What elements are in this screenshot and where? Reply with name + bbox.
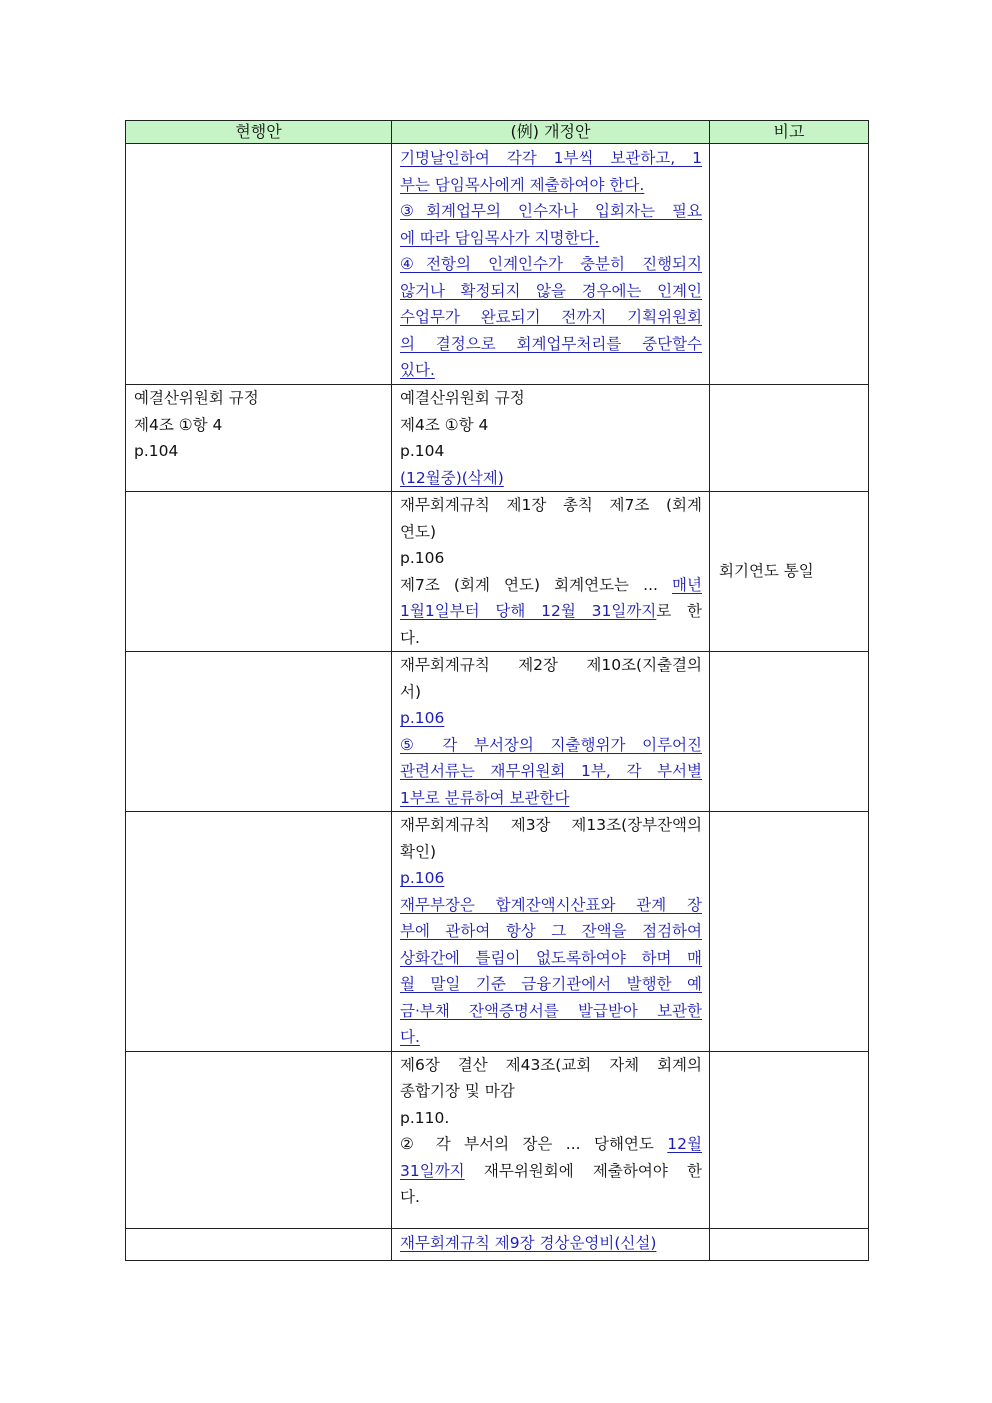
- revised-page: p.106: [400, 549, 445, 567]
- table-row: [126, 492, 869, 652]
- current-cell: [126, 492, 392, 652]
- revised-line: 수업무가 완료되기 전까지 기획위원회: [400, 308, 702, 326]
- remarks-cell: [710, 1051, 869, 1228]
- remarks-cell: [710, 385, 869, 492]
- revised-title: 서): [400, 682, 422, 701]
- revised-line: 관련서류는 재무위원회 1부, 각 부서별: [400, 762, 702, 780]
- current-line: 예결산위원회 규정: [134, 389, 259, 407]
- header-current: 현행안: [126, 121, 392, 144]
- revised-text: ② 각 부서의 장은 ... 당해연도: [400, 1135, 668, 1153]
- revised-text: 로 한: [656, 602, 702, 620]
- table-row: [126, 652, 869, 812]
- revised-line: 예결산위원회 규정: [400, 389, 525, 407]
- revised-page: p.106: [400, 869, 445, 887]
- revised-text: 재무위원회에 제출하여야 한: [464, 1161, 702, 1180]
- table-row: [126, 812, 869, 1052]
- revised-cell: [392, 492, 710, 652]
- revised-line: 제4조 ①항 4: [400, 415, 489, 434]
- revised-cell: [392, 812, 710, 1052]
- revised-text: 다.: [400, 1188, 420, 1206]
- revised-cell: [392, 1228, 710, 1260]
- current-cell: [126, 652, 392, 812]
- table-row: [126, 1228, 869, 1260]
- revised-deletion: (12월중)(삭제): [400, 468, 504, 487]
- revised-title: 재무회계규칙 제2장 제10조(지출결의: [400, 656, 702, 674]
- remarks-cell: [710, 144, 869, 385]
- revised-line: p.104: [400, 442, 445, 460]
- revised-highlight: 12월: [667, 1135, 702, 1153]
- header-row: [126, 121, 869, 144]
- revised-text: 제7조 (회계 연도) 회계연도는 ...: [400, 575, 673, 594]
- revised-cell: [392, 1051, 710, 1228]
- revised-line: 상화간에 틀림이 없도록하여야 하며 매: [400, 948, 702, 967]
- current-cell: [126, 144, 392, 385]
- revised-line: 있다.: [400, 361, 435, 379]
- revision-comparison-table: [125, 120, 869, 1261]
- revised-line: 부에 관하여 항상 그 잔액을 점검하여: [400, 922, 702, 940]
- remarks-cell: [710, 1228, 869, 1260]
- table-row: [126, 1051, 869, 1228]
- revised-title: 확인): [400, 842, 436, 861]
- revised-title: 제6장 결산 제43조(교회 자체 회계의: [400, 1055, 702, 1074]
- revised-line: ⑤ 각 부서장의 지출행위가 이루어진: [400, 735, 702, 754]
- revised-page: p.106: [400, 709, 445, 727]
- revised-line: 월 말일 기준 금융기관에서 발행한 예: [400, 975, 702, 993]
- revised-line: ④전항의 인계인수가 충분히 진행되지: [400, 255, 702, 273]
- revised-line: 재무회계규칙 제9장 경상운영비(신설): [400, 1233, 657, 1252]
- revised-line: 다.: [400, 1028, 420, 1046]
- revised-title: 재무회계규칙 제3장 제13조(장부잔액의: [400, 816, 702, 834]
- revised-title: 연도): [400, 522, 436, 541]
- revised-title: 종합기장 및 마감: [400, 1082, 515, 1100]
- revised-cell: [392, 652, 710, 812]
- remarks-cell: [710, 812, 869, 1052]
- revised-highlight: 31일까지: [400, 1161, 465, 1180]
- revised-cell: [392, 385, 710, 492]
- current-cell: [126, 1051, 392, 1228]
- current-line: 제4조 ①항 4: [134, 415, 223, 434]
- revised-highlight: 1월1일부터 당해 12월 31일까지: [400, 602, 657, 620]
- revised-line: 금·부채 잔액증명서를 발급받아 보관한: [400, 1001, 702, 1020]
- table-row: [126, 385, 869, 492]
- revised-cell: [392, 144, 710, 385]
- revised-text: 다.: [400, 628, 420, 647]
- remarks-cell: [710, 652, 869, 812]
- current-line: p.104: [134, 442, 179, 460]
- revised-title: 재무회계규칙 제1장 총칙 제7조 (회계: [400, 496, 702, 514]
- header-revised: (例) 개정안: [392, 121, 710, 144]
- revised-line: 에 따라 담임목사가 지명한다.: [400, 228, 600, 247]
- revised-page: p.110.: [400, 1108, 450, 1127]
- revised-line: ③회계업무의 인수자나 입회자는 필요: [400, 202, 702, 220]
- revised-line: 의 결정으로 회계업무처리를 중단할수: [400, 334, 702, 353]
- remark-text: 회기연도 통일: [719, 562, 814, 581]
- revised-line: 기명날인하여 각각 1부씩 보관하고, 1: [400, 149, 702, 167]
- revised-highlight: 매년: [672, 575, 702, 594]
- revised-line: 재무부장은 합계잔액시산표와 관계 장: [400, 895, 702, 914]
- revised-line: 않거나 확정되지 않을 경우에는 인계인: [400, 281, 702, 300]
- revised-line: 1부로 분류하여 보관한다: [400, 788, 570, 807]
- current-cell: [126, 385, 392, 492]
- current-cell: [126, 1228, 392, 1260]
- remarks-cell: [710, 492, 869, 652]
- table-row: [126, 144, 869, 385]
- current-cell: [126, 812, 392, 1052]
- revised-line: 부는 담임목사에게 제출하여야 한다.: [400, 175, 645, 194]
- header-remarks: 비고: [710, 121, 869, 144]
